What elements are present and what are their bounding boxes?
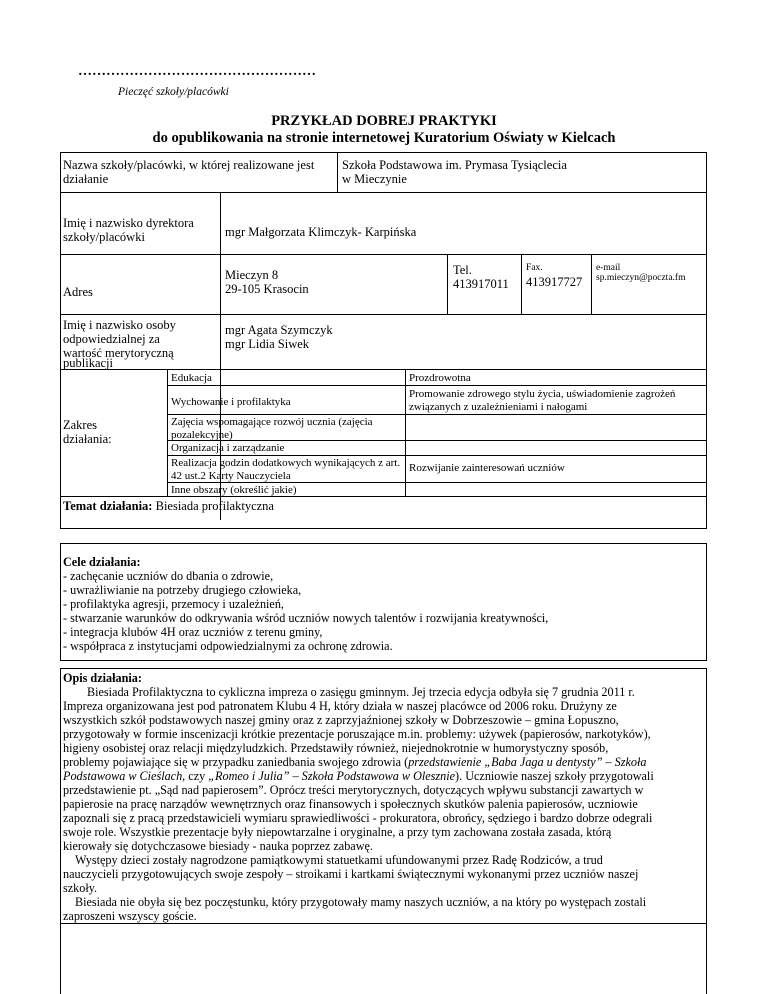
description-heading: Opis działania: (63, 671, 142, 685)
address-label: Adres (63, 285, 93, 299)
school-name-label: Nazwa szkoły/placówki, w której realizowane jest działanie (63, 158, 315, 186)
description-line: zaproszeni wszyscy goście. (63, 909, 197, 923)
stamp-dotted-line: …………………………………………… (78, 64, 316, 79)
topic-row (63, 499, 274, 513)
description-line: Podstawowa w Cieślach, czy „Romeo i Julia” – Szkoła Podstawowa w Olesznie). Uczniowie naszej szkoły przygotowali (63, 769, 654, 783)
director-label-line1: Imię i nazwisko dyrektora (63, 216, 194, 230)
scope-value-prevention: Promowanie zdrowego stylu życia, uświadomienie zagrożeń związanych z uzależnieniami i nałogami (409, 388, 676, 413)
description-line: wszystkich szkół podstawowych naszej gminy oraz z zaprzyjaźnionej szkoły w Dobrzeszowie – gmina Łopuszno, (63, 713, 619, 727)
address-line1: Mieczyn 8 (225, 268, 279, 282)
description-line: przedstawienie pt. „Sąd nad papierosem”. Oprócz treści merytorycznych, dotyczących wpływu substancji zawartych w (63, 783, 644, 797)
scope-value-education: Prozdrowotna (409, 372, 471, 384)
description-line: Biesiada Profilaktyczna to cykliczna impreza o zasięgu gminnym. Jej trzecia edycja odbyła się 7 grudnia 2011 r. (87, 685, 635, 699)
goal-item: - profilaktyka agresji, przemocy i uzależnień, (63, 597, 284, 611)
goal-item: - zachęcanie uczniów do dbania o zdrowie, (63, 569, 274, 583)
document-subtitle: do opublikowania na stronie internetowej Kuratorium Oświaty w Kielcach (152, 130, 616, 146)
scope-area-extracurricular: Zajęcia wspomagające rozwój ucznia (zajęcia pozalekcyjne) (171, 416, 373, 441)
responsible-label-line4: publikacji (63, 356, 113, 370)
description-line: Występy dzieci zostały nagrodzone pamiątkowymi statuetkami ufundowanymi przez Radę Rodziców, a trud (75, 853, 603, 867)
description-line: problemy pojawiające się w przypadku zaniedbania swojego zdrowia (przedstawienie „Baba Jaga u dentysty” – Szkoła (63, 755, 647, 769)
fax-label: Fax. (526, 263, 543, 273)
topic-value: Biesiada profilaktyczna (155, 499, 274, 513)
tel-label: Tel. (453, 263, 472, 277)
description-line: higieny osobistej oraz relacji międzyludzkich. Przedstawiły również, niejednokrotnie w humorystyczny sposób, (63, 741, 609, 755)
scope-area-management: Organizacja i zarządzanie (171, 442, 285, 454)
goal-item: - integracja klubów 4H oraz uczniów z terenu gminy, (63, 625, 323, 639)
description-line: Impreza organizowana jest pod patronatem Klubu 4 H, który działa w naszej placówce od 2006 roku. Drużyny ze (63, 699, 617, 713)
responsible-label-line3: wartość merytoryczną (63, 346, 174, 360)
email-label: e-mail (596, 263, 621, 273)
description-line: Biesiada nie obyła się bez poczęstunku, który przygotowały mamy naszych uczniów, a na który po występach zostali (75, 895, 647, 909)
scope-area-extra-hours: Realizacja godzin dodatkowych wynikających z art. 42 ust.2 Karty Nauczyciela (171, 457, 401, 482)
scope-area-education: Edukacja (171, 372, 212, 384)
stamp-caption: Pieczęć szkoły/placówki (118, 86, 229, 98)
description-line: nauczycieli przygotowujących swoje zespoły – stroikami i kartkami świątecznymi wykonanymi przez uczniów naszej (63, 867, 639, 881)
director-value: mgr Małgorzata Klimczyk- Karpińska (225, 225, 417, 239)
director-label-line2: szkoły/placówki (63, 230, 145, 244)
tel-value: 413917011 (453, 277, 509, 291)
description-line: papierosie na pracę narządów wewnętrznych oraz finansowych i społecznych skutków palenia papierosów, uczniowie (63, 797, 638, 811)
description-line: kierowały się dotychczasowe biesiady - nauka poprzez zabawę. (63, 839, 373, 853)
school-name-line1: Szkoła Podstawowa im. Prymasa Tysiąclecia (342, 158, 567, 172)
scope-label-line2: działania: (63, 432, 112, 446)
address-line2: 29-105 Krasocin (225, 282, 309, 296)
description-line: swoje role. Wszystkie prezentacje były niepowtarzalne i oryginalne, a przy tym zachowana została zasada, którą (63, 825, 612, 839)
document-title: PRZYKŁAD DOBREJ PRAKTYKI (271, 113, 497, 129)
goal-item: - uwrażliwianie na potrzeby drugiego człowieka, (63, 583, 302, 597)
responsible-value-line2: mgr Lidia Siwek (225, 337, 310, 351)
email-value: sp.mieczyn@poczta.fm (596, 273, 686, 283)
scope-value-extra-hours: Rozwijanie zainteresowań uczniów (409, 462, 565, 474)
description-line: szkoły. (63, 881, 98, 895)
goal-item: - stwarzanie warunków do odkrywania wśród uczniów nowych talentów i rozwijania kreatywności, (63, 611, 549, 625)
scope-area-other: Inne obszary (określić jakie) (171, 484, 297, 496)
school-name-line2: w Mieczynie (342, 172, 407, 186)
scope-label-line1: Zakres (63, 418, 98, 432)
responsible-label-line2: odpowiedzialnej za (63, 332, 160, 346)
topic-label: Temat działania: (63, 499, 153, 513)
scope-area-prevention: Wychowanie i profilaktyka (171, 396, 291, 408)
responsible-label-line1: Imię i nazwisko osoby (63, 318, 176, 332)
description-line: przygotowały w formie inscenizacji krótkie prezentacje poruszające m.in. problemy: używek (papierosów, narkotyków), (63, 727, 651, 741)
description-line: zapoznali się z pracą przedstawicieli wymiaru sprawiedliwości - prokuratora, obrońcy, sędziego i bardzo dobrze odegrali (63, 811, 653, 825)
goals-heading: Cele działania: (63, 555, 141, 569)
responsible-value-line1: mgr Agata Szymczyk (225, 323, 333, 337)
fax-value: 413917727 (526, 275, 583, 289)
goal-item: - współpraca z instytucjami odpowiedzialnymi za ochronę zdrowia. (63, 639, 393, 653)
